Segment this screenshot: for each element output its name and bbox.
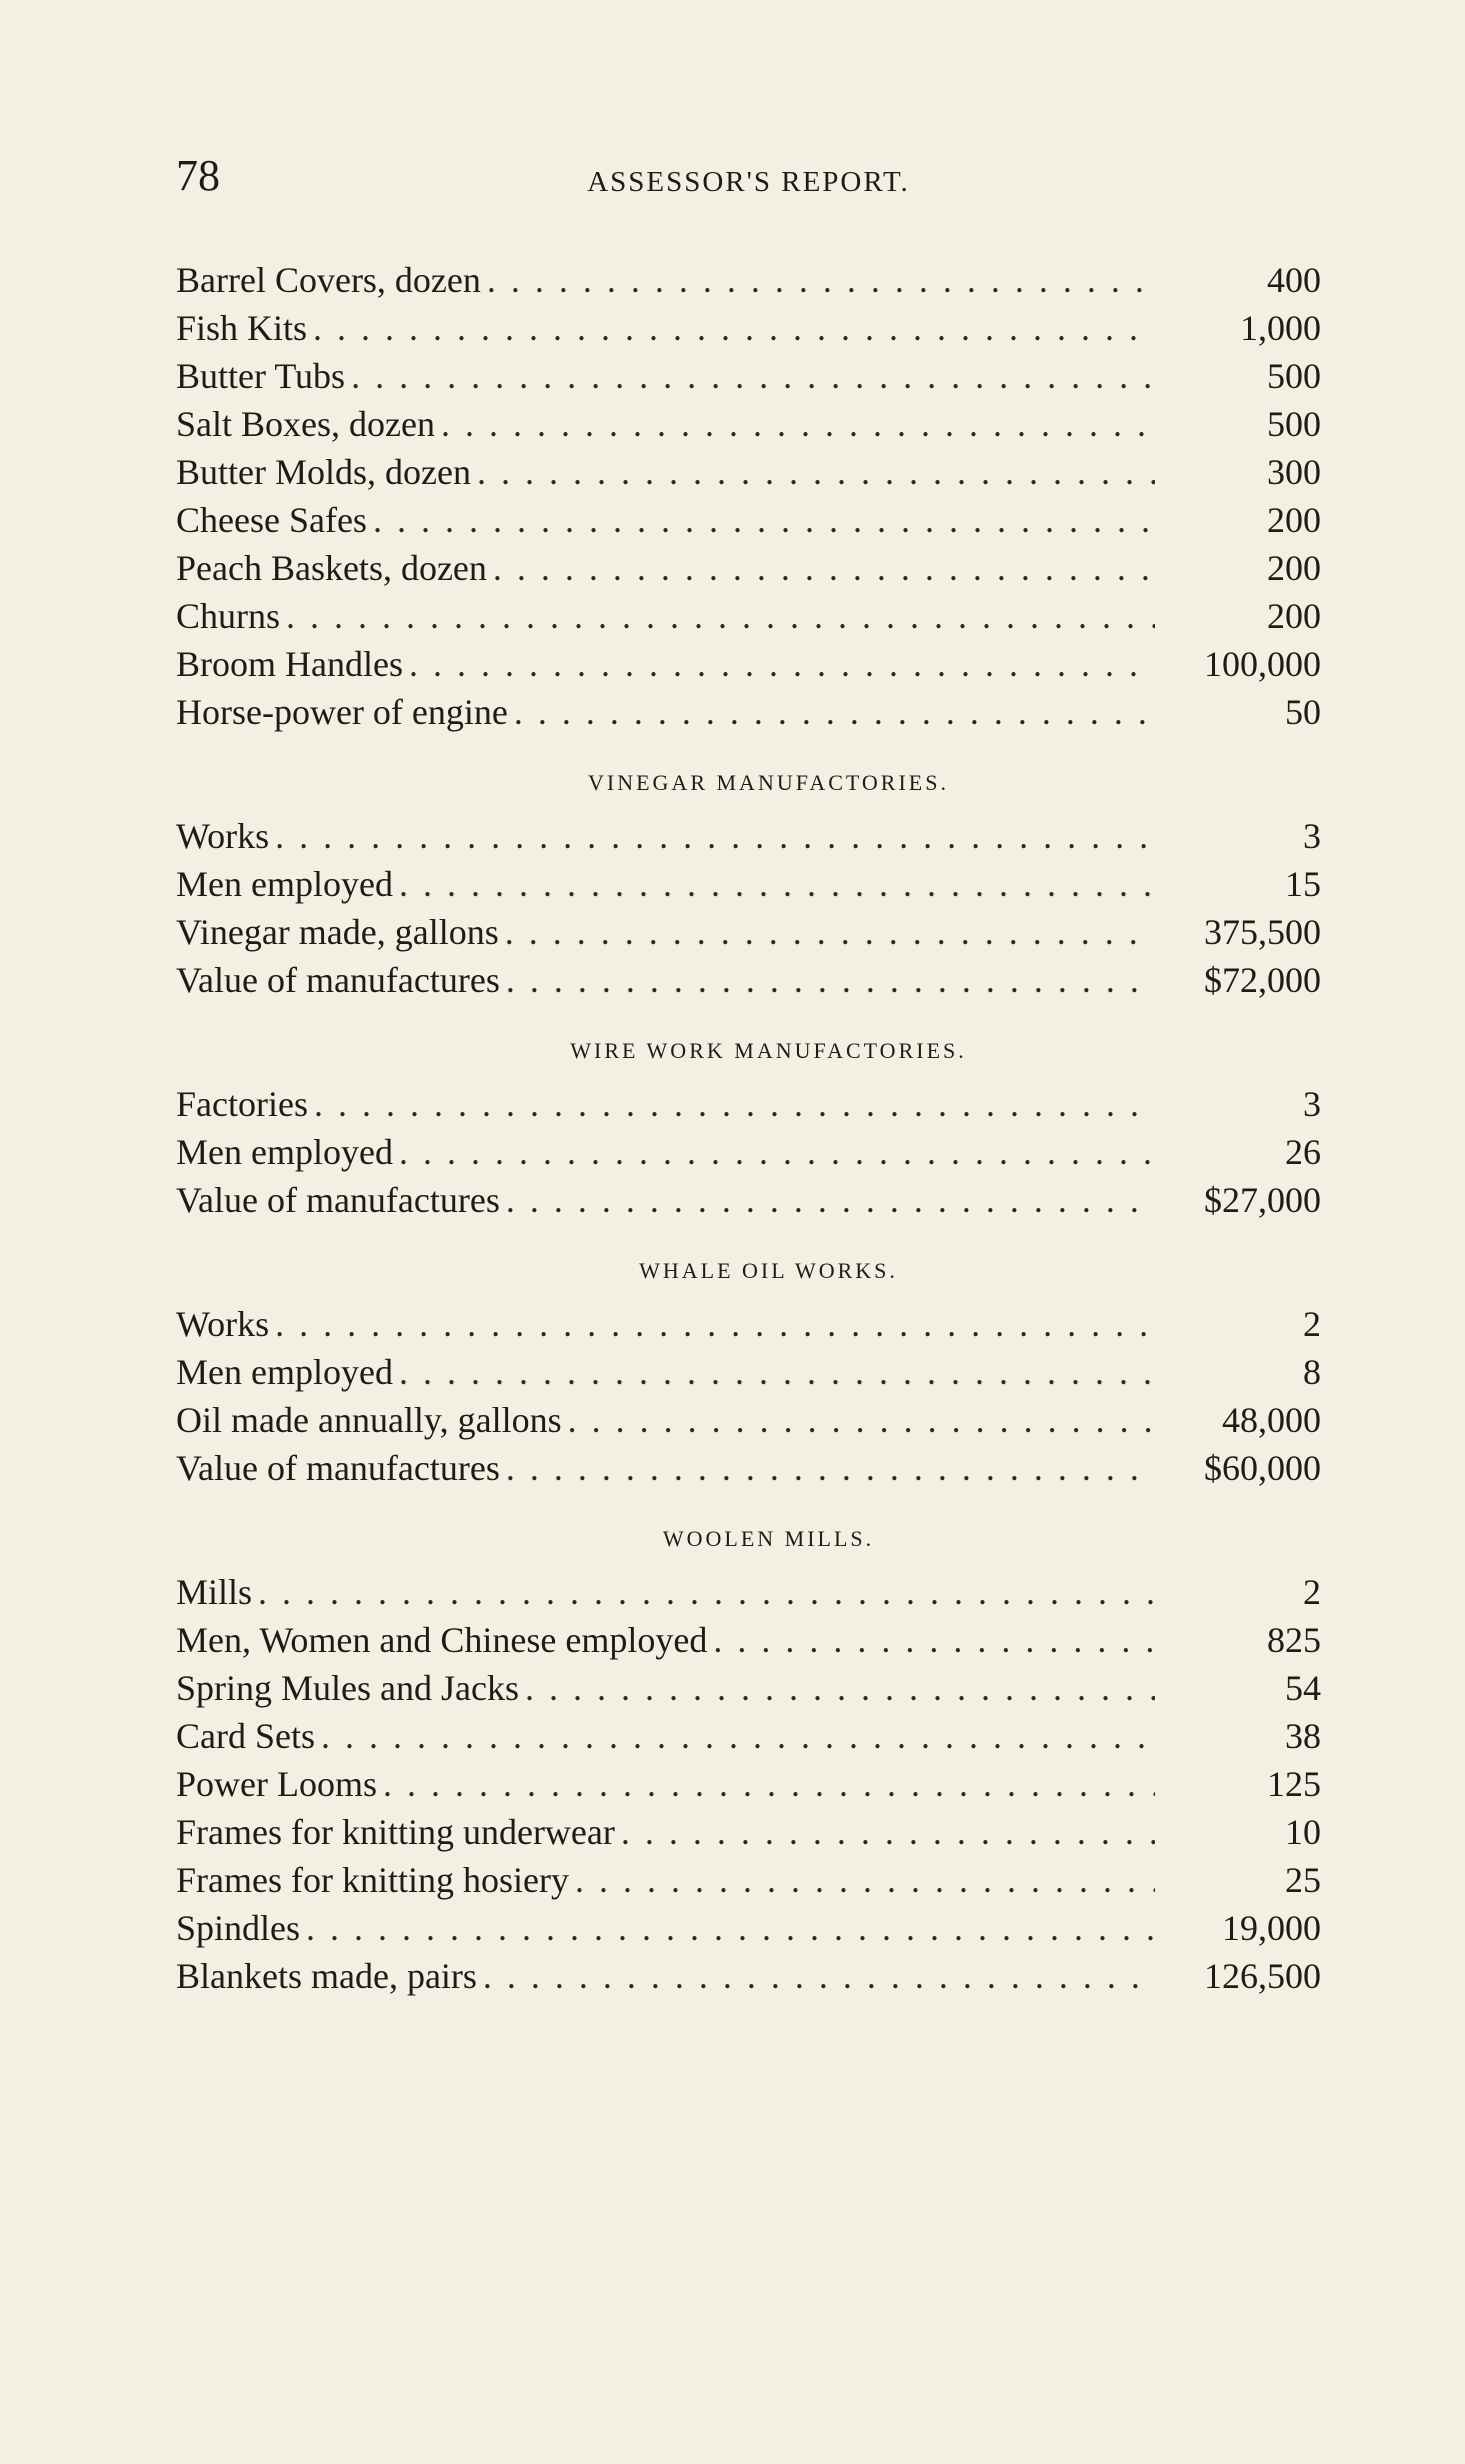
row-label: Fish Kits xyxy=(176,308,308,348)
row-label: Works xyxy=(176,1304,270,1344)
row-label: Oil made annually, gallons xyxy=(176,1400,562,1440)
table-row xyxy=(176,688,1321,736)
row-value: 500 xyxy=(1267,356,1321,396)
row-value: $27,000 xyxy=(1204,1180,1321,1220)
row-value: 38 xyxy=(1285,1716,1321,1756)
row-label: Value of manufactures xyxy=(176,1448,500,1488)
row-value: 19,000 xyxy=(1222,1908,1321,1948)
table-row xyxy=(176,304,1321,352)
table-row xyxy=(176,1568,1321,1616)
row-label: Men, Women and Chinese employed xyxy=(176,1620,708,1660)
dot-leader xyxy=(525,1664,1155,1712)
dot-leader xyxy=(713,1616,1155,1664)
running-head xyxy=(176,150,1321,210)
dot-leader xyxy=(493,544,1155,592)
table-row xyxy=(176,1856,1321,1904)
statistics-table xyxy=(176,256,1321,2000)
row-value: 300 xyxy=(1267,452,1321,492)
row-value: 10 xyxy=(1285,1812,1321,1852)
table-row xyxy=(176,908,1321,956)
dot-leader xyxy=(321,1712,1155,1760)
row-label: Power Looms xyxy=(176,1764,377,1804)
row-label: Cheese Safes xyxy=(176,500,367,540)
row-label: Salt Boxes, dozen xyxy=(176,404,435,444)
table-row xyxy=(176,496,1321,544)
table-row xyxy=(176,1760,1321,1808)
table-row xyxy=(176,1444,1321,1492)
row-label: Peach Baskets, dozen xyxy=(176,548,487,588)
dot-leader xyxy=(306,1904,1155,1952)
row-label: Works xyxy=(176,816,270,856)
row-value: 200 xyxy=(1267,548,1321,588)
row-label: Factories xyxy=(176,1084,308,1124)
row-label: Value of manufactures xyxy=(176,960,500,1000)
row-label: Value of manufactures xyxy=(176,1180,500,1220)
row-value: 375,500 xyxy=(1204,912,1321,952)
dot-leader xyxy=(621,1808,1155,1856)
dot-leader xyxy=(505,908,1155,956)
row-value: 48,000 xyxy=(1222,1400,1321,1440)
dot-leader xyxy=(506,956,1155,1004)
table-row xyxy=(176,1300,1321,1348)
table-row xyxy=(176,1712,1321,1760)
row-value: 26 xyxy=(1285,1132,1321,1172)
dot-leader xyxy=(383,1760,1155,1808)
row-value: 50 xyxy=(1285,692,1321,732)
row-label: Men employed xyxy=(176,1132,393,1172)
row-value: $72,000 xyxy=(1204,960,1321,1000)
row-value: 126,500 xyxy=(1204,1956,1321,1996)
row-label: Frames for knitting underwear xyxy=(176,1812,615,1852)
row-label: Butter Molds, dozen xyxy=(176,452,471,492)
row-label: Horse-power of engine xyxy=(176,692,508,732)
row-value: 200 xyxy=(1267,596,1321,636)
dot-leader xyxy=(568,1396,1155,1444)
row-label: Barrel Covers, dozen xyxy=(176,260,481,300)
table-row xyxy=(176,256,1321,304)
table-row xyxy=(176,860,1321,908)
row-label: Blankets made, pairs xyxy=(176,1956,477,1996)
table-row xyxy=(176,1616,1321,1664)
row-label: Churns xyxy=(176,596,281,636)
dot-leader xyxy=(286,592,1155,640)
table-row xyxy=(176,544,1321,592)
dot-leader xyxy=(399,860,1155,908)
section-heading: WOOLEN MILLS. xyxy=(662,1526,875,1551)
row-label: Broom Handles xyxy=(176,644,403,684)
row-label: Spring Mules and Jacks xyxy=(176,1668,519,1708)
section-heading: WHALE OIL WORKS. xyxy=(639,1258,898,1283)
row-label: Mills xyxy=(176,1572,253,1612)
running-title: ASSESSOR'S REPORT. xyxy=(587,166,910,198)
table-row xyxy=(176,592,1321,640)
dot-leader xyxy=(487,256,1155,304)
row-value: $60,000 xyxy=(1204,1448,1321,1488)
table-row xyxy=(176,1952,1321,2000)
row-value: 2 xyxy=(1303,1572,1321,1612)
table-row xyxy=(176,1128,1321,1176)
table-row xyxy=(176,400,1321,448)
row-label: Frames for knitting hosiery xyxy=(176,1860,569,1900)
row-value: 100,000 xyxy=(1204,644,1321,684)
row-value: 15 xyxy=(1285,864,1321,904)
row-label: Spindles xyxy=(176,1908,301,1948)
table-row xyxy=(176,1348,1321,1396)
table-row xyxy=(176,640,1321,688)
row-value: 500 xyxy=(1267,404,1321,444)
dot-leader xyxy=(351,352,1155,400)
row-label: Butter Tubs xyxy=(176,356,346,396)
row-value: 2 xyxy=(1303,1304,1321,1344)
table-row xyxy=(176,1176,1321,1224)
row-label: Men employed xyxy=(176,864,393,904)
table-row xyxy=(176,1664,1321,1712)
table-row xyxy=(176,956,1321,1004)
row-value: 200 xyxy=(1267,500,1321,540)
dot-leader xyxy=(514,688,1155,736)
row-label: Vinegar made, gallons xyxy=(176,912,499,952)
row-value: 825 xyxy=(1267,1620,1321,1660)
dot-leader xyxy=(483,1952,1155,2000)
dot-leader xyxy=(575,1856,1155,1904)
dot-leader xyxy=(441,400,1155,448)
dot-leader xyxy=(275,1300,1155,1348)
table-row xyxy=(176,1396,1321,1444)
section-heading: WIRE WORK MANUFACTORIES. xyxy=(570,1038,967,1063)
table-row xyxy=(176,448,1321,496)
dot-leader xyxy=(314,1080,1155,1128)
section-heading: VINEGAR MANUFACTORIES. xyxy=(588,770,949,795)
table-row xyxy=(176,352,1321,400)
dot-leader xyxy=(373,496,1155,544)
row-value: 1,000 xyxy=(1240,308,1321,348)
row-value: 8 xyxy=(1303,1352,1321,1392)
row-label: Men employed xyxy=(176,1352,393,1392)
dot-leader xyxy=(275,812,1155,860)
row-value: 25 xyxy=(1285,1860,1321,1900)
row-value: 3 xyxy=(1303,1084,1321,1124)
table-row xyxy=(176,1808,1321,1856)
row-value: 3 xyxy=(1303,816,1321,856)
dot-leader xyxy=(506,1444,1155,1492)
row-value: 125 xyxy=(1267,1764,1321,1804)
dot-leader xyxy=(313,304,1155,352)
row-label: Card Sets xyxy=(176,1716,315,1756)
dot-leader xyxy=(258,1568,1155,1616)
dot-leader xyxy=(409,640,1155,688)
dot-leader xyxy=(399,1348,1155,1396)
page-number: 78 xyxy=(176,151,220,200)
dot-leader xyxy=(477,448,1155,496)
table-row xyxy=(176,1904,1321,1952)
table-row xyxy=(176,812,1321,860)
row-value: 54 xyxy=(1285,1668,1321,1708)
row-value: 400 xyxy=(1267,260,1321,300)
dot-leader xyxy=(506,1176,1155,1224)
dot-leader xyxy=(399,1128,1155,1176)
table-row xyxy=(176,1080,1321,1128)
